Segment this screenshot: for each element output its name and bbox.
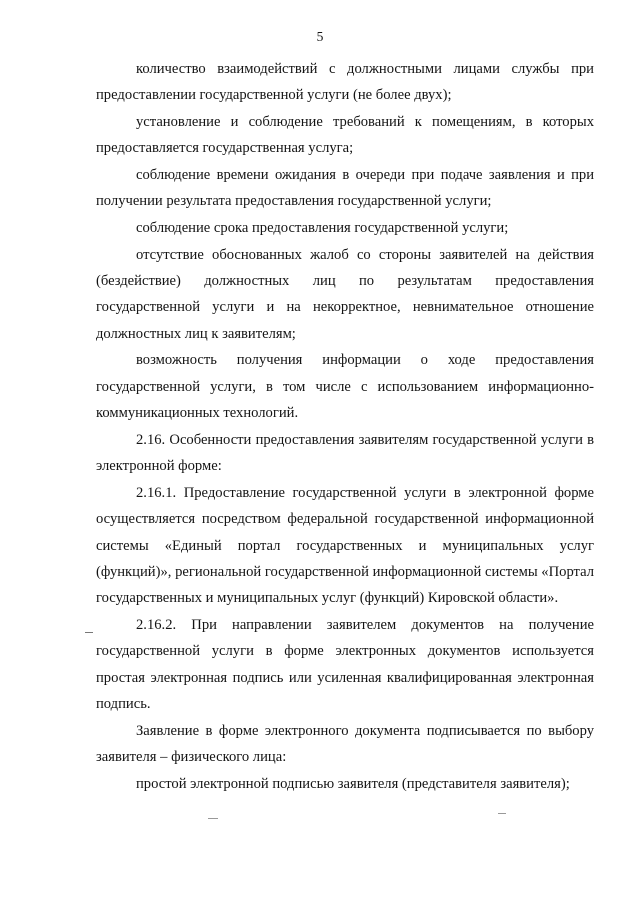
paragraph-queue-waiting-time: соблюдение времени ожидания в очереди при подаче заявления и при получении результата предоставления государственной услуги; xyxy=(96,167,594,210)
paragraph-service-term: соблюдение срока предоставления государственной услуги; xyxy=(136,220,509,236)
paragraph-premises-requirements: установление и соблюдение требований к помещениям, в которых предоставляется государственная услуга; xyxy=(96,114,594,157)
paragraph-application-signing: Заявление в форме электронного документа подписывается по выбору заявителя – физического лица: xyxy=(96,722,594,766)
paragraph-interaction-count: количество взаимодействий с должностными лицами службы при предоставлении государственной услуги (не более двух); xyxy=(96,61,594,104)
scan-artifact-left xyxy=(85,632,93,633)
scan-artifact-bottom-left xyxy=(208,818,218,819)
paragraph-section-2-16-heading: 2.16. Особенности предоставления заявителям государственной услуги в электронной форме: xyxy=(96,431,594,475)
scan-artifact-bottom-right xyxy=(498,813,506,814)
paragraph-progress-information: возможность получения информации о ходе предоставления государственной услуги, в том числе с использованием информационно-коммуникационных технологий. xyxy=(96,352,594,422)
paragraph-section-2-16-2: 2.16.2. При направлении заявителем документов на получение государственной услуги в форме электронных документов используется простая электронная подпись или усиленная квалифицированная электронная подпись. xyxy=(96,617,594,713)
document-body xyxy=(96,56,594,797)
paragraph-simple-signature: простой электронной подписью заявителя (представителя заявителя); xyxy=(136,775,570,792)
paragraph-section-2-16-1: 2.16.1. Предоставление государственной услуги в электронной форме осуществляется посредством федеральной государственной информационной системы «Единый портал государственных и муниципальных услуг (функций)», региональной государственной информационной системы «Портал государственных и муниципальных услуг (функций) Кировской области». xyxy=(96,484,594,607)
paragraph-no-complaints: отсутствие обоснованных жалоб со стороны заявителей на действия (бездействие) должностных лиц по результатам предоставления государственной услуги и на некорректное, невнимательное отношение должностных лиц к заявителям; xyxy=(96,246,594,342)
page-number: 5 xyxy=(316,29,324,44)
